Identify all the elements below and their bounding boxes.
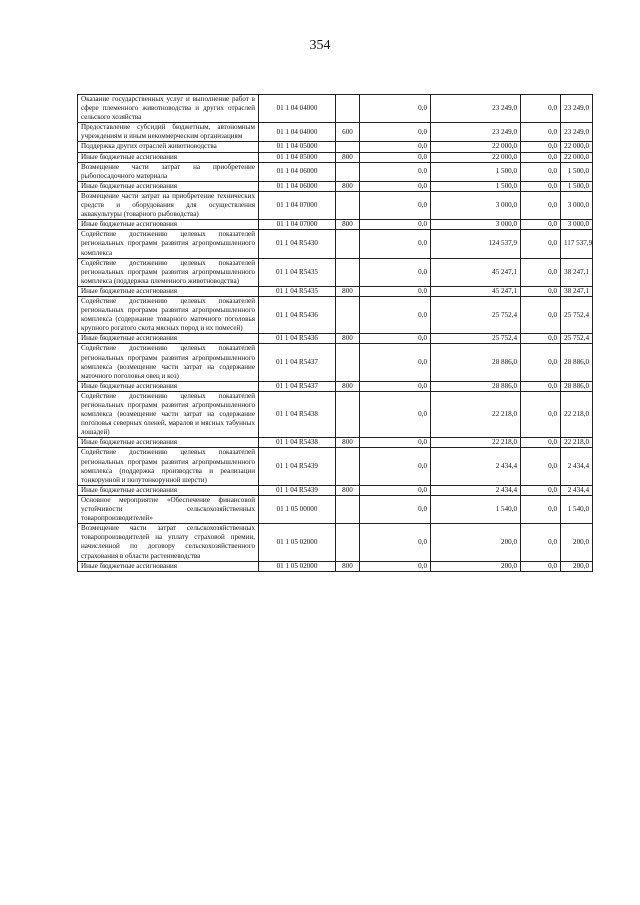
amount-cell: 2 434,4 (561, 485, 593, 495)
expense-type-cell: 800 (336, 381, 360, 391)
target-code-cell: 01 1 04 R5435 (259, 258, 336, 286)
amount-cell: 0,0 (521, 561, 561, 571)
amount-cell: 0,0 (360, 152, 431, 162)
item-name-cell: Содействие достижению целевых показателей региональных программ развития агропромышленного комплекса (78, 230, 259, 258)
item-name-cell: Содействие достижению целевых показателей региональных программ развития агропромышленного комплекса (поддержка племенного животноводства) (78, 258, 259, 286)
amount-cell: 23 249,0 (561, 95, 593, 123)
amount-cell: 0,0 (360, 296, 431, 333)
target-code-cell: 01 1 05 02000 (259, 561, 336, 571)
amount-cell: 25 752,4 (431, 334, 521, 344)
item-name-cell: Содействие достижению целевых показателей региональных программ развития агропромышленного комплекса (возмещение части затрат на содержание маточного поголовья овец и коз) (78, 344, 259, 381)
amount-cell: 23 249,0 (431, 123, 521, 142)
amount-cell: 38 247,1 (561, 258, 593, 286)
amount-cell: 1 540,0 (561, 495, 593, 523)
target-code-cell: 01 1 04 R5436 (259, 296, 336, 333)
amount-cell: 28 886,0 (431, 344, 521, 381)
expense-type-cell (336, 191, 360, 219)
table-row (78, 286, 593, 296)
target-code-cell: 01 1 04 R5438 (259, 391, 336, 437)
amount-cell: 200,0 (561, 561, 593, 571)
amount-cell: 0,0 (521, 152, 561, 162)
item-name-cell: Иные бюджетные ассигнования (78, 561, 259, 571)
amount-cell: 0,0 (360, 123, 431, 142)
table-row (78, 334, 593, 344)
target-code-cell: 01 1 05 02000 (259, 524, 336, 561)
target-code-cell: 01 1 04 05000 (259, 142, 336, 152)
amount-cell: 0,0 (521, 95, 561, 123)
amount-cell: 0,0 (521, 344, 561, 381)
page-number: 354 (309, 38, 331, 53)
amount-cell: 1 500,0 (431, 181, 521, 191)
table-row (78, 230, 593, 258)
expense-type-cell: 800 (336, 220, 360, 230)
expense-type-cell (336, 258, 360, 286)
item-name-cell: Иные бюджетные ассигнования (78, 438, 259, 448)
item-name-cell: Оказание государственных услуг и выполнение работ в сфере племенного животноводства и других отраслей сельского хозяйства (78, 95, 259, 123)
target-code-cell: 01 1 04 07000 (259, 191, 336, 219)
table-row (78, 381, 593, 391)
target-code-cell: 01 1 04 R5430 (259, 230, 336, 258)
table-row (78, 448, 593, 485)
amount-cell: 28 886,0 (431, 381, 521, 391)
amount-cell: 0,0 (360, 524, 431, 561)
amount-cell: 0,0 (360, 438, 431, 448)
item-name-cell: Иные бюджетные ассигнования (78, 334, 259, 344)
target-code-cell: 01 1 04 R5438 (259, 438, 336, 448)
item-name-cell: Поддержка других отраслей животноводства (78, 142, 259, 152)
amount-cell: 200,0 (561, 524, 593, 561)
expense-type-cell (336, 344, 360, 381)
table-row (78, 391, 593, 437)
table-row (78, 485, 593, 495)
amount-cell: 23 249,0 (561, 123, 593, 142)
amount-cell: 22 000,0 (431, 152, 521, 162)
amount-cell: 0,0 (521, 438, 561, 448)
table-row (78, 561, 593, 571)
amount-cell: 0,0 (360, 334, 431, 344)
amount-cell: 22 000,0 (431, 142, 521, 152)
amount-cell: 22 218,0 (431, 438, 521, 448)
item-name-cell: Возмещение части затрат на приобретение рыбопосадочного материала (78, 162, 259, 181)
budget-table (77, 94, 593, 572)
amount-cell: 0,0 (521, 162, 561, 181)
target-code-cell: 01 1 04 06000 (259, 181, 336, 191)
expense-type-cell: 800 (336, 334, 360, 344)
amount-cell: 0,0 (360, 381, 431, 391)
amount-cell: 22 218,0 (561, 438, 593, 448)
amount-cell: 25 752,4 (561, 296, 593, 333)
table-row (78, 220, 593, 230)
table-row (78, 438, 593, 448)
amount-cell: 2 434,4 (431, 485, 521, 495)
amount-cell: 0,0 (521, 258, 561, 286)
item-name-cell: Иные бюджетные ассигнования (78, 181, 259, 191)
amount-cell: 45 247,1 (431, 286, 521, 296)
expense-type-cell: 600 (336, 123, 360, 142)
expense-type-cell: 800 (336, 181, 360, 191)
amount-cell: 0,0 (360, 561, 431, 571)
amount-cell: 0,0 (360, 258, 431, 286)
target-code-cell: 01 1 04 R5439 (259, 485, 336, 495)
table-row (78, 258, 593, 286)
target-code-cell: 01 1 04 R5436 (259, 334, 336, 344)
target-code-cell: 01 1 04 R5437 (259, 381, 336, 391)
table-row (78, 162, 593, 181)
amount-cell: 0,0 (360, 391, 431, 437)
amount-cell: 23 249,0 (431, 95, 521, 123)
table-row (78, 344, 593, 381)
amount-cell: 28 886,0 (561, 344, 593, 381)
amount-cell: 38 247,1 (561, 286, 593, 296)
amount-cell: 117 537,9 (561, 230, 593, 258)
amount-cell: 0,0 (360, 220, 431, 230)
amount-cell: 200,0 (431, 561, 521, 571)
expense-type-cell (336, 495, 360, 523)
expense-type-cell (336, 230, 360, 258)
item-name-cell: Содействие достижению целевых показателей региональных программ развития агропромышленного комплекса (возмещение части затрат на содержание поголовья северных оленей, маралов и мясных табунных лошадей) (78, 391, 259, 437)
amount-cell: 0,0 (521, 123, 561, 142)
expense-type-cell (336, 162, 360, 181)
amount-cell: 1 500,0 (561, 162, 593, 181)
target-code-cell: 01 1 04 06000 (259, 162, 336, 181)
amount-cell: 1 540,0 (431, 495, 521, 523)
table-row (78, 524, 593, 561)
expense-type-cell (336, 296, 360, 333)
amount-cell: 0,0 (360, 181, 431, 191)
amount-cell: 0,0 (521, 296, 561, 333)
table-row (78, 181, 593, 191)
item-name-cell: Иные бюджетные ассигнования (78, 485, 259, 495)
amount-cell: 124 537,9 (431, 230, 521, 258)
item-name-cell: Возмещение части затрат на приобретение технических средств и оборудования для осуществления аквакультуры (товарного рыбоводства) (78, 191, 259, 219)
target-code-cell: 01 1 04 R5437 (259, 344, 336, 381)
table-row (78, 191, 593, 219)
amount-cell: 200,0 (431, 524, 521, 561)
amount-cell: 0,0 (360, 495, 431, 523)
expense-type-cell (336, 142, 360, 152)
expense-type-cell: 800 (336, 152, 360, 162)
amount-cell: 28 886,0 (561, 381, 593, 391)
table-row (78, 123, 593, 142)
amount-cell: 1 500,0 (561, 181, 593, 191)
amount-cell: 1 500,0 (431, 162, 521, 181)
amount-cell: 25 752,4 (431, 296, 521, 333)
amount-cell: 0,0 (360, 162, 431, 181)
amount-cell: 0,0 (521, 524, 561, 561)
target-code-cell: 01 1 05 00000 (259, 495, 336, 523)
amount-cell: 3 000,0 (431, 191, 521, 219)
amount-cell: 0,0 (521, 381, 561, 391)
budget-table-body (78, 95, 593, 572)
target-code-cell: 01 1 04 05000 (259, 152, 336, 162)
amount-cell: 2 434,4 (431, 448, 521, 485)
item-name-cell: Иные бюджетные ассигнования (78, 152, 259, 162)
amount-cell: 22 218,0 (431, 391, 521, 437)
amount-cell: 45 247,1 (431, 258, 521, 286)
amount-cell: 0,0 (360, 142, 431, 152)
table-row (78, 142, 593, 152)
amount-cell: 0,0 (360, 191, 431, 219)
item-name-cell: Возмещение части затрат сельскохозяйственных товаропроизводителей на уплату страховой премии, начисленной по договору сельскохозяйственного страхования в области растениеводства (78, 524, 259, 561)
item-name-cell: Содействие достижению целевых показателей региональных программ развития агропромышленного комплекса (поддержка производства и реализации тонкорунной и полутонкорунной шерсти) (78, 448, 259, 485)
table-row (78, 95, 593, 123)
table-row (78, 296, 593, 333)
expense-type-cell: 800 (336, 561, 360, 571)
target-code-cell: 01 1 04 R5439 (259, 448, 336, 485)
amount-cell: 0,0 (521, 391, 561, 437)
amount-cell: 3 000,0 (431, 220, 521, 230)
expense-type-cell (336, 524, 360, 561)
amount-cell: 0,0 (360, 230, 431, 258)
amount-cell: 0,0 (521, 286, 561, 296)
target-code-cell: 01 1 04 R5435 (259, 286, 336, 296)
amount-cell: 0,0 (521, 230, 561, 258)
target-code-cell: 01 1 04 04000 (259, 95, 336, 123)
amount-cell: 3 000,0 (561, 191, 593, 219)
amount-cell: 22 218,0 (561, 391, 593, 437)
item-name-cell: Иные бюджетные ассигнования (78, 220, 259, 230)
amount-cell: 0,0 (521, 181, 561, 191)
table-row (78, 152, 593, 162)
expense-type-cell: 800 (336, 286, 360, 296)
amount-cell: 0,0 (360, 344, 431, 381)
amount-cell: 0,0 (360, 95, 431, 123)
item-name-cell: Иные бюджетные ассигнования (78, 381, 259, 391)
amount-cell: 0,0 (360, 448, 431, 485)
amount-cell: 3 000,0 (561, 220, 593, 230)
table-row (78, 495, 593, 523)
amount-cell: 0,0 (521, 485, 561, 495)
amount-cell: 25 752,4 (561, 334, 593, 344)
amount-cell: 0,0 (360, 485, 431, 495)
amount-cell: 0,0 (521, 448, 561, 485)
amount-cell: 2 434,4 (561, 448, 593, 485)
amount-cell: 0,0 (521, 191, 561, 219)
amount-cell: 0,0 (521, 220, 561, 230)
expense-type-cell (336, 391, 360, 437)
expense-type-cell (336, 448, 360, 485)
item-name-cell: Основное мероприятие «Обеспечение финансовой устойчивости сельскохозяйственных товаропроизводителей» (78, 495, 259, 523)
expense-type-cell: 800 (336, 438, 360, 448)
amount-cell: 0,0 (360, 286, 431, 296)
item-name-cell: Содействие достижению целевых показателей региональных программ развития агропромышленного комплекса (содержание товарного маточного поголовья крупного рогатого скота мясных пород и их помесей) (78, 296, 259, 333)
amount-cell: 0,0 (521, 495, 561, 523)
amount-cell: 0,0 (521, 334, 561, 344)
target-code-cell: 01 1 04 07000 (259, 220, 336, 230)
amount-cell: 22 000,0 (561, 152, 593, 162)
item-name-cell: Предоставление субсидий бюджетным, автономным учреждениям и иным некоммерческим организациям (78, 123, 259, 142)
item-name-cell: Иные бюджетные ассигнования (78, 286, 259, 296)
amount-cell: 22 000,0 (561, 142, 593, 152)
amount-cell: 0,0 (521, 142, 561, 152)
expense-type-cell (336, 95, 360, 123)
expense-type-cell: 800 (336, 485, 360, 495)
target-code-cell: 01 1 04 04000 (259, 123, 336, 142)
